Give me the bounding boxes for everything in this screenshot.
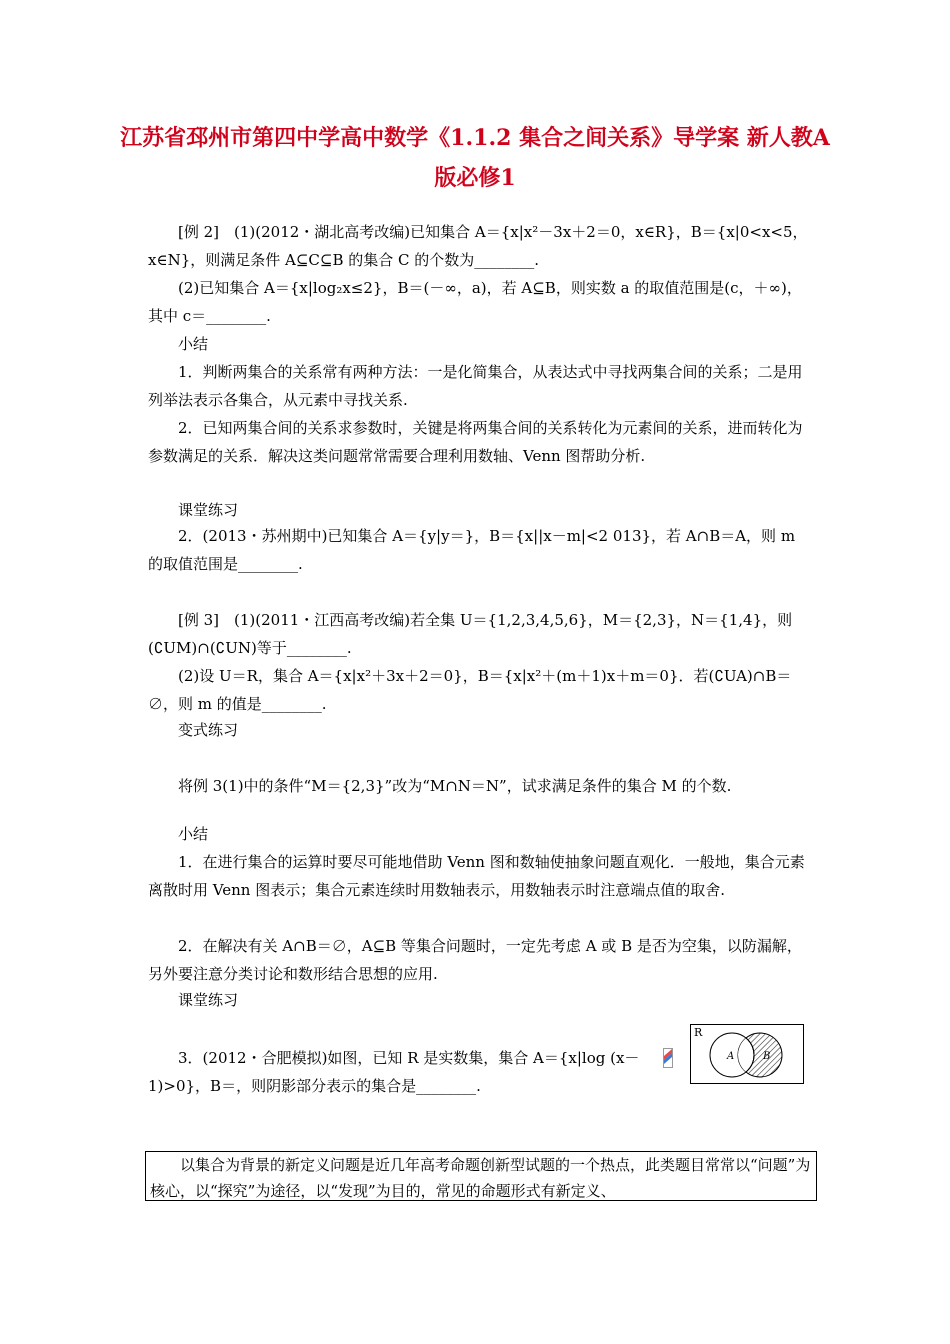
venn-label-a: A (727, 1051, 735, 1062)
practice-1-heading: 课堂练习 (178, 501, 239, 519)
document-title: 江苏省邳州市第四中学高中数学《1.1.2 集合之间关系》导学案 新人教A版必修1 (120, 125, 830, 191)
example-2-part-1: [例 2] (1)(2012・湖北高考改编)已知集合 A＝{x|x²－3x＋2＝0，x∈R}，B＝{x|0<x<5，x∈N}，则满足条件 A⊆C⊆B 的集合 C 的个数为________. (148, 223, 808, 269)
venn-label-b: B (763, 1051, 771, 1062)
summary-1-point-1: 1．判断两集合的关系常有两种方法：一是化简集合，从表达式中寻找两集合间的关系；二是用列举法表示各集合，从元素中寻找关系. (148, 363, 803, 409)
summary-1-point-2: 2．已知两集合间的关系求参数时，关键是将两集合间的关系转化为元素间的关系，进而转化为参数满足的关系．解决这类问题常常需要合理利用数轴、Venn 图帮助分析. (148, 419, 803, 465)
practice-2-heading: 课堂练习 (178, 991, 239, 1009)
venn-diagram (690, 1024, 804, 1084)
example-3-part-1: [例 3] (1)(2011・江西高考改编)若全集 U＝{1,2,3,4,5,6}，M＝{2,3}，N＝{1,4}，则(∁UM)∩(∁UN)等于________. (148, 611, 793, 657)
venn-label-r: R (694, 1026, 703, 1039)
example-3-part-2: (2)设 U＝R，集合 A＝{x|x²＋3x＋2＝0}，B＝{x|x²＋(m＋1)x＋m＝0}．若(∁UA)∩B＝∅，则 m 的值是________. (148, 667, 792, 713)
info-box (145, 1151, 817, 1201)
variant-heading: 变式练习 (178, 721, 239, 739)
info-box-text: 以集合为背景的新定义问题是近几年高考命题创新型试题的一个热点，此类题目常常以“问题”为核心，以“探究”为途径，以“发现”为目的，常见的命题形式有新定义、 (150, 1156, 811, 1200)
practice-1-question: 2．(2013・苏州期中)已知集合 A＝{y|y＝}，B＝{x||x－m|<2 013}，若 A∩B＝A，则 m 的取值范围是________. (148, 527, 796, 573)
example-2-part-2: (2)已知集合 A＝{x|log₂x≤2}，B＝(－∞，a)，若 A⊆B，则实数 a 的取值范围是(c，＋∞)，其中 c＝________. (148, 279, 802, 325)
summary-1-heading: 小结 (178, 335, 209, 353)
summary-2-heading: 小结 (178, 825, 209, 843)
summary-2-point-2: 2．在解决有关 A∩B＝∅，A⊆B 等集合问题时，一定先考虑 A 或 B 是否为空集，以防漏解，另外要注意分类讨论和数形结合思想的应用. (148, 937, 802, 983)
broken-image-icon (663, 1048, 673, 1068)
summary-2-point-1: 1．在进行集合的运算时要尽可能地借助 Venn 图和数轴使抽象问题直观化．一般地，集合元素离散时用 Venn 图表示；集合元素连续时用数轴表示，用数轴表示时注意端点值的取舍. (148, 853, 805, 899)
variant-question: 将例 3(1)中的条件“M＝{2,3}”改为“M∩N＝N”，试求满足条件的集合 M 的个数. (178, 777, 732, 795)
practice-2-question: 3．(2012・合肥模拟)如图，已知 R 是实数集，集合 A＝{x|log (x－1)>0}，B＝，则阴影部分表示的集合是________. (148, 1049, 640, 1095)
